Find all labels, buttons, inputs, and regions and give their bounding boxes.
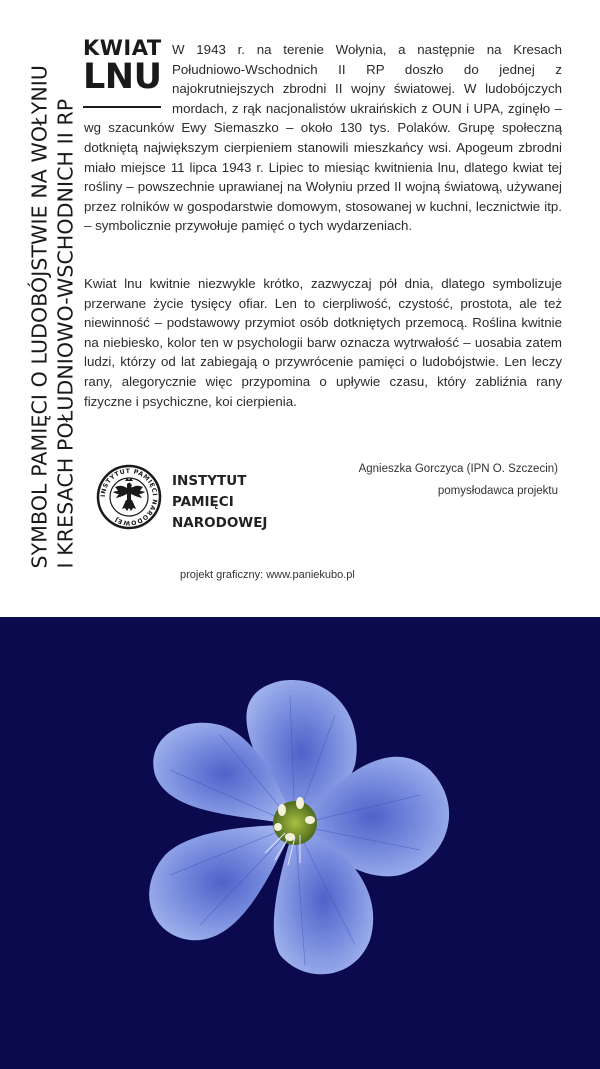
institute-name-line-3: NARODOWEJ [172,515,268,531]
heading-line-2: LNU [83,57,162,97]
institute-name-line-1: INSTYTUT [172,473,247,489]
paragraph-1-block [83,36,562,236]
vertical-title-line-1: SYMBOL PAMIĘCI O LUDOBÓJSTWIE NA WOŁYNIU [27,64,52,568]
author-role: pomysłodawca projektu [437,485,558,497]
paragraph-1: W 1943 r. na terenie Wołynia, a następnie na Kresach Południowo-Wschodnich II RP doszło do jednej z najokrutniejszych zbrodni II wojny światowej. W ludobójczych mordach, z rąk nacjonalistów ukraińskich z OUN i UPA, zginęło – wg szacunków Ewy Siemaszko – około 130 tys. Polaków. Grupę społeczną dotkniętą największym cierpieniem stanowili mieszkańcy wsi. Apogeum zbrodni miało miejsce 11 lipca 1943 r. Lipiec to miesiąc kwitnienia lnu, dlatego kwiat tej rośliny – powszechnie uprawianej na Wołyniu przed II wojną światową, używanej przez rolników w gospodarstwie domowym, stosowanej w kuchni, lecznictwie itp. – symbolicznie przywołuje pamięć o tych wydarzeniach. [84,42,562,234]
seal-text: INSTYTUT PAMIĘCI NARODOWEJ [99,467,159,527]
paragraph-2: Kwiat lnu kwitnie niezwykle krótko, zazwyczaj pół dnia, dlatego symbolizuje przerwane życie tysięcy ofiar. Len to cierpliwość, czystość, prostota, ale też niewinność – podstawowy przymiot osób dotkniętych przemocą. Roślina kwitnie na niebiesko, kolor ten w psychologii barw oznacza wytrwałość – uosabia zatem ludzi, którzy od lat zabiegają o przywrócenie pamięci o ludobójstwie. Len leczy rany, alegorycznie więc przypomina o upływie czasu, który zabliźnia rany fizyczne i psychiczne, koi cierpienia. [84,276,562,409]
ipn-seal-icon [96,464,162,530]
flax-flower-image [130,675,460,995]
flower-panel [0,617,600,1069]
vertical-title-line-2: I KRESACH POŁUDNIOWO-WSCHODNICH II RP [53,98,78,568]
author-block [359,458,558,502]
vertical-title [14,40,78,568]
institute-name-line-2: PAMIĘCI [172,494,234,510]
institute-name [172,471,267,534]
heading-spacer [83,36,172,112]
design-credit: projekt graficzny: www.paniekubo.pl [180,569,355,581]
heading-line-1: KWIAT [83,36,162,60]
author-name: Agnieszka Gorczyca (IPN O. Szczecin) [358,463,558,475]
